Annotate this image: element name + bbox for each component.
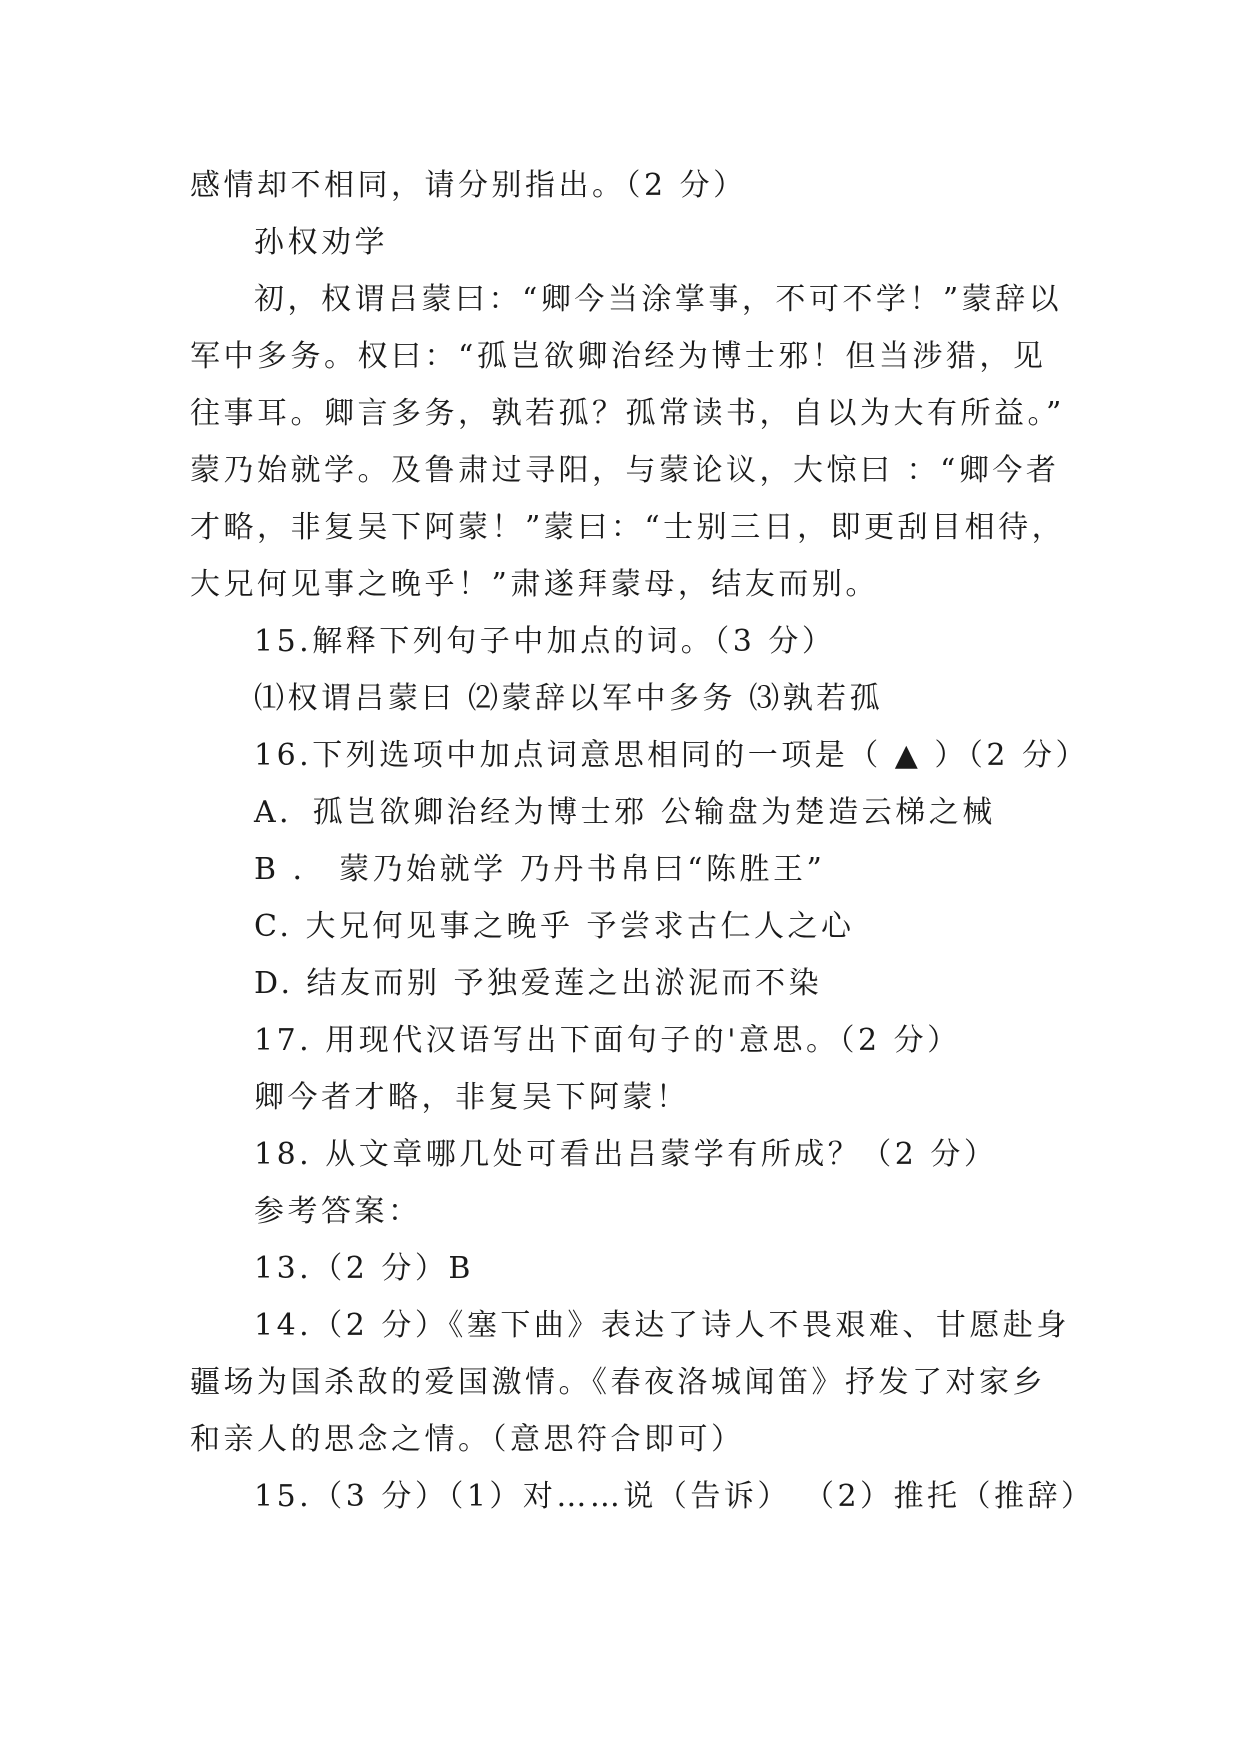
question-17-sentence: 卿今者才略，非复吴下阿蒙！ <box>254 1080 690 1115</box>
option-d: D. 结友而别 予独爱莲之出淤泥而不染 <box>254 966 823 1001</box>
option-c: C. 大兄何见事之晚乎 予尝求古仁人之心 <box>254 909 855 944</box>
text-line: 才略，非复吴下阿蒙！”蒙曰：“士别三日，即更刮目相待， <box>190 510 1066 545</box>
question-15: 15.解释下列句子中加点的词。（3 分） <box>254 624 836 659</box>
text-line: 大兄何见事之晚乎！”肃遂拜蒙母，结友而别。 <box>190 567 879 602</box>
text-line: 感情却不相同，请分别指出。（2 分） <box>190 168 747 203</box>
option-b: B ． 蒙乃始就学 乃丹书帛曰“陈胜王” <box>254 852 826 887</box>
answers-heading: 参考答案： <box>254 1194 422 1229</box>
answer-14: 14.（2 分）《塞下曲》表达了诗人不畏艰难、甘愿赴身 <box>254 1308 1070 1343</box>
text-line: 初，权谓吕蒙曰：“卿今当涂掌事，不可不学！”蒙辞以 <box>254 282 1063 317</box>
question-16: 16.下列选项中加点词意思相同的一项是（ ▲ ）（2 分） <box>254 738 1089 773</box>
option-a: A．孤岂欲卿治经为博士邪 公输盘为楚造云梯之械 <box>254 795 996 830</box>
text-line: 和亲人的思念之情。（意思符合即可） <box>190 1422 745 1457</box>
passage-title: 孙权劝学 <box>254 225 388 260</box>
text-line: 往事耳。卿言多务，孰若孤？孤常读书，自以为大有所益。” <box>190 396 1065 431</box>
text-line: 蒙乃始就学。及鲁肃过寻阳，与蒙论议，大惊曰 ：“卿今者 <box>190 453 1060 488</box>
question-18: 18. 从文章哪几处可看出吕蒙学有所成？（2 分） <box>254 1137 998 1172</box>
question-15-items: ⑴权谓吕蒙曰 ⑵蒙辞以军中多务 ⑶孰若孤 <box>254 681 884 716</box>
answer-15: 15.（3 分）（1）对……说（告诉） （2）推托（推辞） <box>254 1479 1095 1514</box>
question-17: 17. 用现代汉语写出下面句子的'意思。（2 分） <box>254 1023 961 1058</box>
answer-13: 13.（2 分）B <box>254 1251 474 1286</box>
text-line: 疆场为国杀敌的爱国激情。《春夜洛城闻笛》抒发了对家乡 <box>190 1365 1046 1400</box>
text-line: 军中多务。权曰：“孤岂欲卿治经为博士邪！但当涉猎，见 <box>190 339 1047 374</box>
